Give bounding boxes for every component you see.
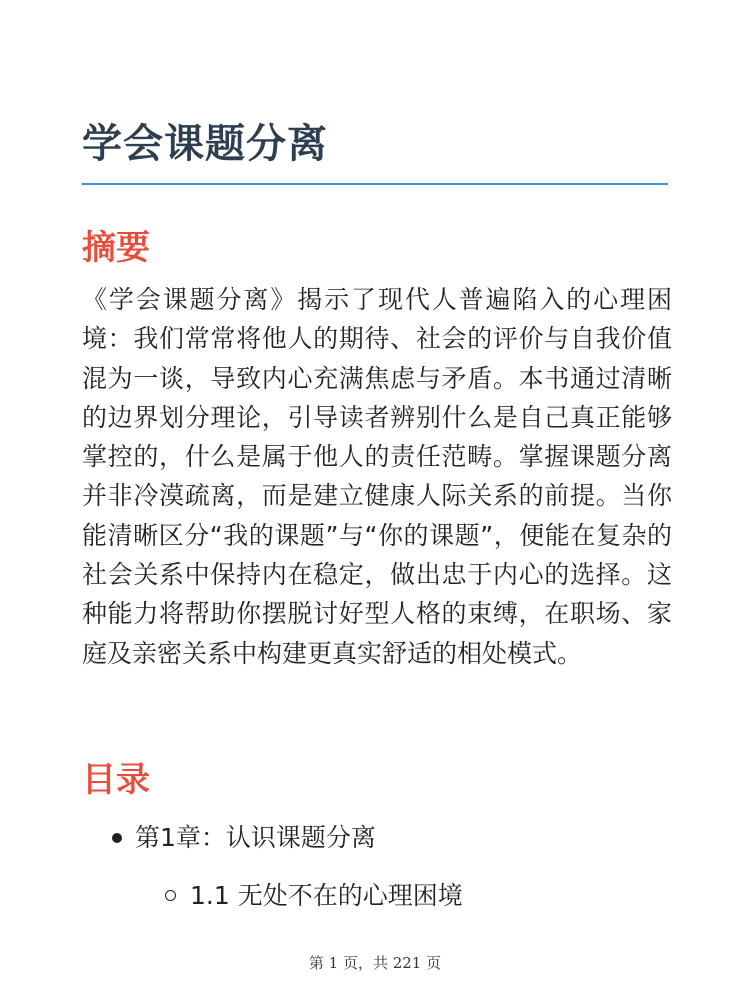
title-divider bbox=[82, 183, 668, 185]
toc-item-label: 第1章：认识课题分离 bbox=[135, 823, 376, 852]
toc-item-chapter-1 bbox=[82, 815, 672, 861]
toc-heading: 目录 bbox=[82, 760, 150, 800]
abstract-text: 《学会课题分离》揭示了现代人普遍陷入的心理困境：我们常常将他人的期待、社会的评价与自我价值混为一谈，导致内心充满焦虑与矛盾。本书通过清晰的边界划分理论，引导读者辨别什么是自己真正能够掌控的，什么是属于他人的责任范畴。掌握课题分离并非冷漠疏离，而是建立健康人际关系的前提。当你能清晰区分“我的课题”与“你的课题”，便能在复杂的社会关系中保持内在稳定，做出忠于内心的选择。这种能力将帮助你摆脱讨好型人格的束缚，在职场、家庭及亲密关系中构建更真实舒适的相处模式。 bbox=[82, 285, 672, 668]
abstract-heading: 摘要 bbox=[82, 228, 150, 268]
page-footer: 第 1 页，共 221 页 bbox=[308, 954, 442, 972]
toc-subitem-label: 1.1 无处不在的心理困境 bbox=[190, 881, 463, 910]
document-title: 学会课题分离 bbox=[82, 121, 328, 167]
hollow-bullet-icon bbox=[165, 890, 176, 901]
toc-subitem-1-1 bbox=[82, 873, 672, 919]
bullet-icon bbox=[112, 833, 122, 843]
toc-list bbox=[82, 815, 672, 919]
